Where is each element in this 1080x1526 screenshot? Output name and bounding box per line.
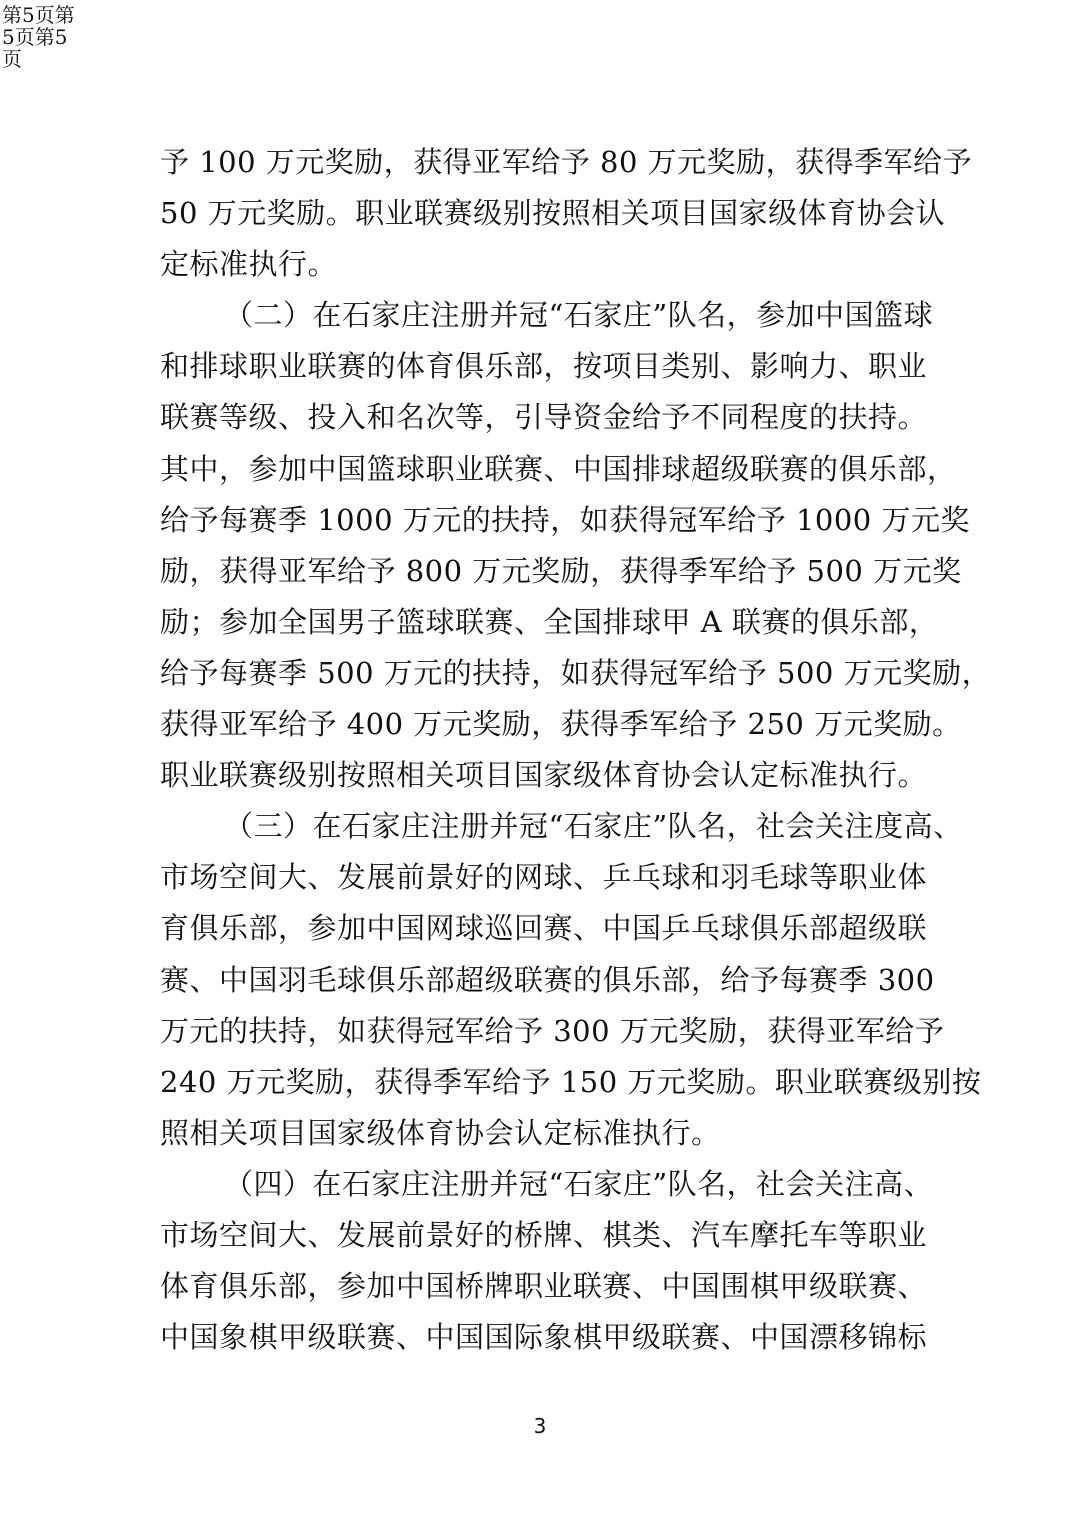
text-line: 获得亚军给予 400 万元奖励，获得季军给予 250 万元奖励。 — [160, 707, 962, 742]
text-line: 市场空间大、发展前景好的网球、乒乓球和羽毛球等职业体 — [160, 860, 928, 895]
text-line: 万元的扶持，如获得冠军给予 300 万元奖励，获得亚军给予 — [160, 1013, 945, 1048]
text-line: （三）在石家庄注册并冠“石家庄”队名，社会关注度高、 — [224, 809, 963, 844]
text-line: （四）在石家庄注册并冠“石家庄”队名，社会关注高、 — [224, 1166, 934, 1201]
text-line: （二）在石家庄注册并冠“石家庄”队名，参加中国篮球 — [224, 298, 934, 333]
document-body — [160, 137, 992, 1363]
text-line: 240 万元奖励，获得季军给予 150 万元奖励。职业联赛级别按 — [160, 1064, 982, 1099]
text-line: 定标准执行。 — [160, 247, 338, 282]
page-number: 3 — [533, 1414, 547, 1438]
text-line: 市场空间大、发展前景好的桥牌、棋类、汽车摩托车等职业 — [160, 1217, 928, 1252]
text-line: 体育俱乐部，参加中国桥牌职业联赛、中国围棋甲级联赛、 — [160, 1269, 928, 1304]
text-line: 励；参加全国男子篮球联赛、全国排球甲 A 联赛的俱乐部， — [160, 604, 939, 639]
text-line: 育俱乐部，参加中国网球巡回赛、中国乒乓球俱乐部超级联 — [160, 911, 928, 946]
text-line: 励，获得亚军给予 800 万元奖励，获得季军给予 500 万元奖 — [160, 553, 962, 588]
text-line: 职业联赛级别按照相关项目国家级体育协会认定标准执行。 — [160, 758, 928, 793]
text-line: 其中，参加中国篮球职业联赛、中国排球超级联赛的俱乐部， — [160, 451, 957, 486]
text-line: 予 100 万元奖励，获得亚军给予 80 万元奖励，获得季军给予 — [160, 145, 973, 179]
text-line: 赛、中国羽毛球俱乐部超级联赛的俱乐部，给予每赛季 300 — [160, 962, 935, 997]
text-line: 和排球职业联赛的体育俱乐部，按项目类别、影响力、职业 — [160, 349, 928, 384]
page-marker-text: 第5页第5页第5页 — [2, 3, 75, 71]
text-line: 给予每赛季 500 万元的扶持，如获得冠军给予 500 万元奖励， — [160, 655, 992, 690]
text-line: 中国象棋甲级联赛、中国国际象棋甲级联赛、中国漂移锦标 — [160, 1320, 928, 1355]
text-line: 照相关项目国家级体育协会认定标准执行。 — [160, 1115, 721, 1150]
text-line: 给予每赛季 1000 万元的扶持，如获得冠军给予 1000 万元奖 — [160, 502, 970, 537]
text-line: 50 万元奖励。职业联赛级别按照相关项目国家级体育协会认 — [160, 196, 946, 231]
text-line: 联赛等级、投入和名次等，引导资金给予不同程度的扶持。 — [160, 400, 928, 435]
